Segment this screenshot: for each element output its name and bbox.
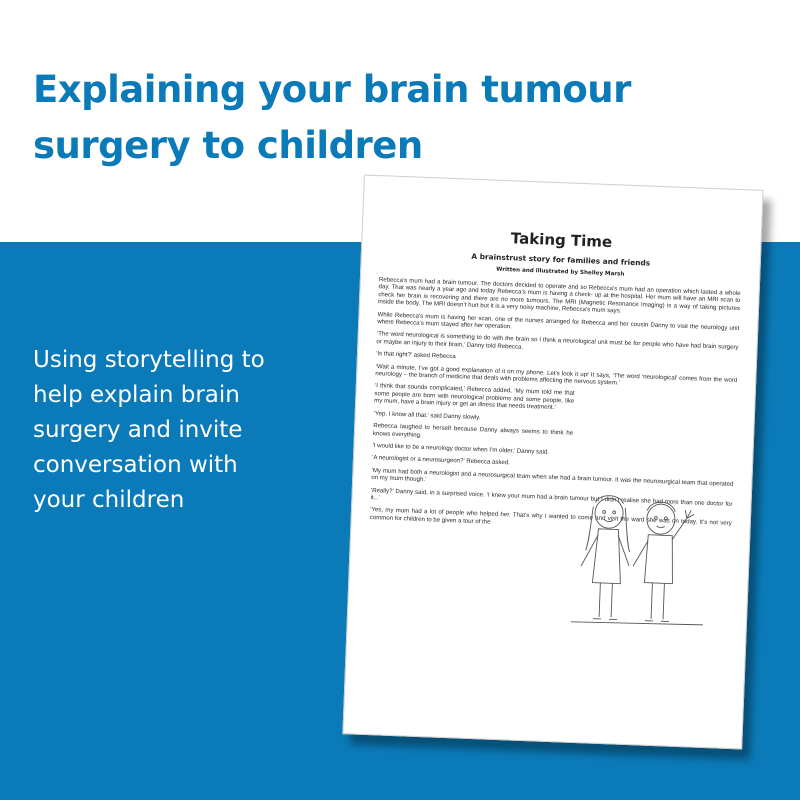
subtitle-line-1: Using storytelling to (33, 347, 265, 373)
story-paragraph: ‘I would like to be a neurology doctor when I’m older,’ Danny said. (372, 441, 550, 456)
story-paragraph: ‘Yep, I know all that.’ said Danny slowly. (373, 409, 481, 421)
story-paragraph: ‘Yes, my mum had a lot of people who helped her. That’s why I wanted to come and visit the ward she was on today. It’s not very common for children to be given a tour of the (369, 506, 732, 528)
document-title: Taking Time (510, 229, 613, 252)
children-illustration (552, 483, 718, 639)
page-headline (33, 62, 773, 174)
story-paragraph: ‘Is that right?’ asked Rebecca (375, 350, 456, 361)
story-paragraph: Rebecca laughed to herself because Danny always seems to think he knows everything. (372, 422, 574, 439)
story-paragraph: ‘My mum had both a neurologist and a neurosurgical team when she had a brain tumour. It was the neurosurgical team that operated on my mum though.’ (371, 466, 734, 488)
story-paragraph: ‘Wait a minute, I’ve got a good explanation of it on my phone. Let’s look it up! It says, ‘The word ‘neurological’ comes from the word neurology – the branch of medicine that deals with problems affecting the nervous system.’ (375, 362, 738, 387)
subtitle-line-5: your children (33, 487, 185, 513)
story-paragraph: While Rebecca’s mum is having her scan, one of the nurses arranged for Rebecca and her cousin Danny to visit the neurology unit where Rebecca’s mum stayed after her operation. (377, 310, 740, 332)
story-paragraph: ‘The word neurological is something to do with the brain so I think a neurological unit must be for people who have had brain surgery or maybe an injury to their brain,’ Danny told Rebecca. (376, 330, 739, 352)
headline-line-2: surgery to children (33, 124, 423, 167)
headline-line-1: Explaining your brain tumour (33, 68, 631, 111)
subtitle-line-4: conversation with (33, 452, 238, 478)
story-paragraph: ‘Really?’ Danny said, in a surprised voice. ‘I knew your mum had a brain tumour but I didn’t realise she had more than one doctor for it...’ (370, 486, 733, 508)
story-document-preview (342, 175, 763, 750)
document-byline: Written and illustrated by Shelley Marsh (496, 266, 625, 278)
subtitle-line-3: surgery and invite (33, 417, 243, 443)
subtitle-text (33, 343, 323, 518)
story-paragraph: ‘A neurologist or a neurosurgeon?’ Rebecca asked. (371, 454, 511, 467)
story-paragraph: ‘I think that sounds complicated,’ Rebecca added, ‘My mum told me that some people are born with neurological problems and some people, like my mum, have a brain injury or get an illness that needs treatment.’ (374, 382, 575, 412)
document-page (342, 175, 763, 750)
document-subtitle: A brainstrust story for families and friends (471, 251, 651, 268)
subtitle-line-2: help explain brain (33, 382, 240, 408)
story-paragraph: Rebecca’s mum had a brain tumour. The doctors decided to operate and so Rebecca’s mum had an operation which lasted a whole day. That was nearly a year ago and today Rebecca’s mum is having a check- up at the hospital. Her mum will have an MRI scan to check her brain is recovering and there are no more tumours. The MRI (Magnetic Resonance Imaging) is a way of taking pictures inside the body. The MRI doesn’t hurt but it is a very noisy machine, Rebecca’s mum says. (377, 276, 741, 315)
